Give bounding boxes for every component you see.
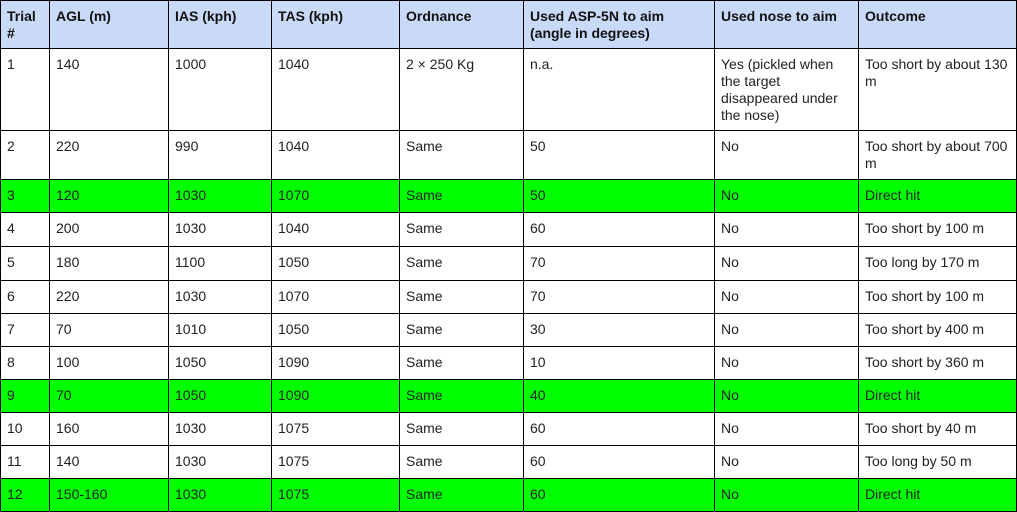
- cell-ordnance: Same: [400, 314, 524, 347]
- cell-agl: 120: [50, 180, 169, 213]
- cell-ordnance: Same: [400, 479, 524, 512]
- cell-ordnance: Same: [400, 380, 524, 413]
- cell-asp-aim-angle: 60: [524, 413, 715, 446]
- cell-ias: 1050: [169, 347, 272, 380]
- cell-tas: 1040: [272, 131, 400, 180]
- cell-trial-number: 7: [1, 314, 50, 347]
- cell-tas: 1040: [272, 213, 400, 247]
- cell-agl: 200: [50, 213, 169, 247]
- cell-agl: 150-160: [50, 479, 169, 512]
- cell-agl: 220: [50, 131, 169, 180]
- table-row: [1, 446, 1017, 479]
- cell-outcome: Direct hit: [859, 180, 1017, 213]
- cell-nose-aim: No: [715, 131, 859, 180]
- cell-tas: 1050: [272, 314, 400, 347]
- table-row: [1, 281, 1017, 314]
- header-ordnance: Ordnance: [400, 1, 524, 49]
- cell-outcome: Too short by 100 m: [859, 213, 1017, 247]
- table-row: [1, 314, 1017, 347]
- cell-ordnance: Same: [400, 446, 524, 479]
- cell-trial-number: 10: [1, 413, 50, 446]
- cell-asp-aim-angle: 40: [524, 380, 715, 413]
- header-ias: IAS (kph): [169, 1, 272, 49]
- cell-ias: 1030: [169, 281, 272, 314]
- cell-nose-aim: No: [715, 380, 859, 413]
- cell-ias: 1030: [169, 213, 272, 247]
- table-row-direct-hit: [1, 380, 1017, 413]
- cell-nose-aim: No: [715, 413, 859, 446]
- cell-nose-aim: Yes (pickled when the target disappeared under the nose): [715, 49, 859, 131]
- cell-ias: 1050: [169, 380, 272, 413]
- cell-agl: 140: [50, 446, 169, 479]
- table-row: [1, 131, 1017, 180]
- cell-agl: 70: [50, 314, 169, 347]
- cell-trial-number: 8: [1, 347, 50, 380]
- cell-trial-number: 3: [1, 180, 50, 213]
- cell-tas: 1070: [272, 180, 400, 213]
- cell-trial-number: 11: [1, 446, 50, 479]
- cell-trial-number: 2: [1, 131, 50, 180]
- header-asp-aim-angle: Used ASP-5N to aim (angle in degrees): [524, 1, 715, 49]
- header-tas: TAS (kph): [272, 1, 400, 49]
- cell-trial-number: 4: [1, 213, 50, 247]
- cell-nose-aim: No: [715, 347, 859, 380]
- cell-trial-number: 12: [1, 479, 50, 512]
- cell-asp-aim-angle: n.a.: [524, 49, 715, 131]
- cell-ias: 1010: [169, 314, 272, 347]
- cell-ias: 1030: [169, 180, 272, 213]
- cell-nose-aim: No: [715, 247, 859, 281]
- cell-outcome: Too short by 400 m: [859, 314, 1017, 347]
- header-outcome: Outcome: [859, 1, 1017, 49]
- cell-ias: 1000: [169, 49, 272, 131]
- cell-tas: 1075: [272, 446, 400, 479]
- cell-ordnance: Same: [400, 131, 524, 180]
- cell-asp-aim-angle: 60: [524, 446, 715, 479]
- cell-nose-aim: No: [715, 213, 859, 247]
- header-row: [1, 1, 1017, 49]
- cell-tas: 1070: [272, 281, 400, 314]
- cell-tas: 1090: [272, 347, 400, 380]
- cell-ordnance: Same: [400, 347, 524, 380]
- cell-nose-aim: No: [715, 314, 859, 347]
- cell-outcome: Too short by about 700 m: [859, 131, 1017, 180]
- cell-agl: 100: [50, 347, 169, 380]
- cell-tas: 1050: [272, 247, 400, 281]
- cell-agl: 180: [50, 247, 169, 281]
- cell-tas: 1090: [272, 380, 400, 413]
- cell-outcome: Direct hit: [859, 479, 1017, 512]
- cell-nose-aim: No: [715, 180, 859, 213]
- cell-asp-aim-angle: 70: [524, 281, 715, 314]
- cell-nose-aim: No: [715, 446, 859, 479]
- cell-agl: 160: [50, 413, 169, 446]
- cell-outcome: Too long by 170 m: [859, 247, 1017, 281]
- cell-outcome: Direct hit: [859, 380, 1017, 413]
- cell-agl: 140: [50, 49, 169, 131]
- table-row-direct-hit: [1, 479, 1017, 512]
- cell-trial-number: 6: [1, 281, 50, 314]
- cell-outcome: Too short by 40 m: [859, 413, 1017, 446]
- cell-asp-aim-angle: 30: [524, 314, 715, 347]
- header-agl: AGL (m): [50, 1, 169, 49]
- header-trial-number: Trial #: [1, 1, 50, 49]
- table-row: [1, 213, 1017, 247]
- table-row: [1, 413, 1017, 446]
- cell-asp-aim-angle: 70: [524, 247, 715, 281]
- cell-nose-aim: No: [715, 281, 859, 314]
- cell-outcome: Too short by 100 m: [859, 281, 1017, 314]
- cell-trial-number: 5: [1, 247, 50, 281]
- cell-trial-number: 1: [1, 49, 50, 131]
- cell-ias: 1030: [169, 446, 272, 479]
- cell-tas: 1040: [272, 49, 400, 131]
- cell-ordnance: Same: [400, 247, 524, 281]
- cell-agl: 220: [50, 281, 169, 314]
- cell-asp-aim-angle: 60: [524, 213, 715, 247]
- cell-asp-aim-angle: 60: [524, 479, 715, 512]
- cell-ordnance: Same: [400, 180, 524, 213]
- cell-tas: 1075: [272, 479, 400, 512]
- header-nose-aim: Used nose to aim: [715, 1, 859, 49]
- cell-nose-aim: No: [715, 479, 859, 512]
- cell-outcome: Too long by 50 m: [859, 446, 1017, 479]
- table-row: [1, 247, 1017, 281]
- cell-ias: 1030: [169, 479, 272, 512]
- cell-tas: 1075: [272, 413, 400, 446]
- cell-ordnance: 2 × 250 Kg: [400, 49, 524, 131]
- cell-ordnance: Same: [400, 213, 524, 247]
- cell-ias: 990: [169, 131, 272, 180]
- cell-asp-aim-angle: 10: [524, 347, 715, 380]
- table-row: [1, 347, 1017, 380]
- cell-asp-aim-angle: 50: [524, 180, 715, 213]
- cell-agl: 70: [50, 380, 169, 413]
- table-row: [1, 49, 1017, 131]
- cell-ias: 1030: [169, 413, 272, 446]
- cell-ordnance: Same: [400, 413, 524, 446]
- cell-outcome: Too short by about 130 m: [859, 49, 1017, 131]
- cell-ordnance: Same: [400, 281, 524, 314]
- table-row-direct-hit: [1, 180, 1017, 213]
- cell-outcome: Too short by 360 m: [859, 347, 1017, 380]
- cell-trial-number: 9: [1, 380, 50, 413]
- cell-asp-aim-angle: 50: [524, 131, 715, 180]
- cell-ias: 1100: [169, 247, 272, 281]
